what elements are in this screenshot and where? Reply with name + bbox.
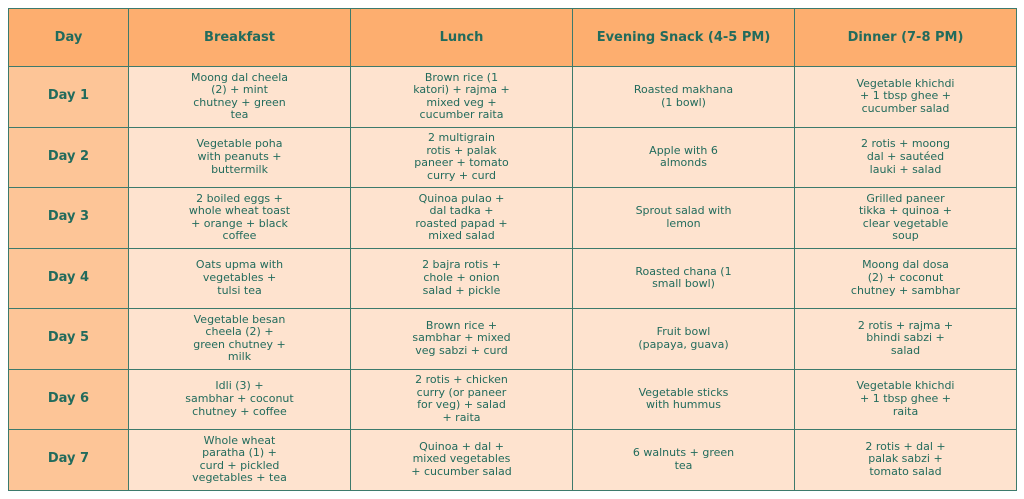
evening-snack-cell: Fruit bowl (papaya, guava): [573, 309, 795, 370]
day-cell: Day 6: [9, 369, 129, 430]
day-cell: Day 2: [9, 127, 129, 188]
header-day: Day: [9, 9, 129, 67]
evening-snack-cell: 6 walnuts + green tea: [573, 430, 795, 491]
header-lunch: Lunch: [351, 9, 573, 67]
lunch-cell: 2 bajra rotis + chole + onion salad + pickle: [351, 248, 573, 309]
breakfast-cell: Moong dal cheela (2) + mint chutney + green tea: [129, 67, 351, 128]
table-row: [9, 430, 1017, 491]
dinner-cell: Moong dal dosa (2) + coconut chutney + sambhar: [795, 248, 1017, 309]
header-dinner: Dinner (7-8 PM): [795, 9, 1017, 67]
header-row: [9, 9, 1017, 67]
day-cell: Day 3: [9, 188, 129, 249]
dinner-cell: 2 rotis + rajma + bhindi sabzi + salad: [795, 309, 1017, 370]
lunch-cell: 2 multigrain rotis + palak paneer + tomato curry + curd: [351, 127, 573, 188]
header-evening-snack: Evening Snack (4-5 PM): [573, 9, 795, 67]
evening-snack-cell: Roasted chana (1 small bowl): [573, 248, 795, 309]
dinner-cell: 2 rotis + dal + palak sabzi + tomato salad: [795, 430, 1017, 491]
day-cell: Day 4: [9, 248, 129, 309]
lunch-cell: 2 rotis + chicken curry (or paneer for veg) + salad + raita: [351, 369, 573, 430]
diet-plan-table: [8, 8, 1017, 491]
table-row: [9, 67, 1017, 128]
dinner-cell: 2 rotis + moong dal + sautéed lauki + salad: [795, 127, 1017, 188]
table-row: [9, 369, 1017, 430]
dinner-cell: Vegetable khichdi + 1 tbsp ghee + cucumber salad: [795, 67, 1017, 128]
evening-snack-cell: Roasted makhana (1 bowl): [573, 67, 795, 128]
table-row: [9, 127, 1017, 188]
breakfast-cell: Vegetable besan cheela (2) + green chutney + milk: [129, 309, 351, 370]
evening-snack-cell: Apple with 6 almonds: [573, 127, 795, 188]
header-breakfast: Breakfast: [129, 9, 351, 67]
dinner-cell: Grilled paneer tikka + quinoa + clear vegetable soup: [795, 188, 1017, 249]
table-row: [9, 248, 1017, 309]
day-cell: Day 1: [9, 67, 129, 128]
evening-snack-cell: Vegetable sticks with hummus: [573, 369, 795, 430]
table-row: [9, 309, 1017, 370]
breakfast-cell: Idli (3) + sambhar + coconut chutney + coffee: [129, 369, 351, 430]
breakfast-cell: Vegetable poha with peanuts + buttermilk: [129, 127, 351, 188]
breakfast-cell: 2 boiled eggs + whole wheat toast + orange + black coffee: [129, 188, 351, 249]
lunch-cell: Brown rice + sambhar + mixed veg sabzi + curd: [351, 309, 573, 370]
evening-snack-cell: Sprout salad with lemon: [573, 188, 795, 249]
table-row: [9, 188, 1017, 249]
dinner-cell: Vegetable khichdi + 1 tbsp ghee + raita: [795, 369, 1017, 430]
lunch-cell: Quinoa pulao + dal tadka + roasted papad + mixed salad: [351, 188, 573, 249]
lunch-cell: Brown rice (1 katori) + rajma + mixed veg + cucumber raita: [351, 67, 573, 128]
day-cell: Day 7: [9, 430, 129, 491]
day-cell: Day 5: [9, 309, 129, 370]
breakfast-cell: Oats upma with vegetables + tulsi tea: [129, 248, 351, 309]
breakfast-cell: Whole wheat paratha (1) + curd + pickled vegetables + tea: [129, 430, 351, 491]
lunch-cell: Quinoa + dal + mixed vegetables + cucumber salad: [351, 430, 573, 491]
